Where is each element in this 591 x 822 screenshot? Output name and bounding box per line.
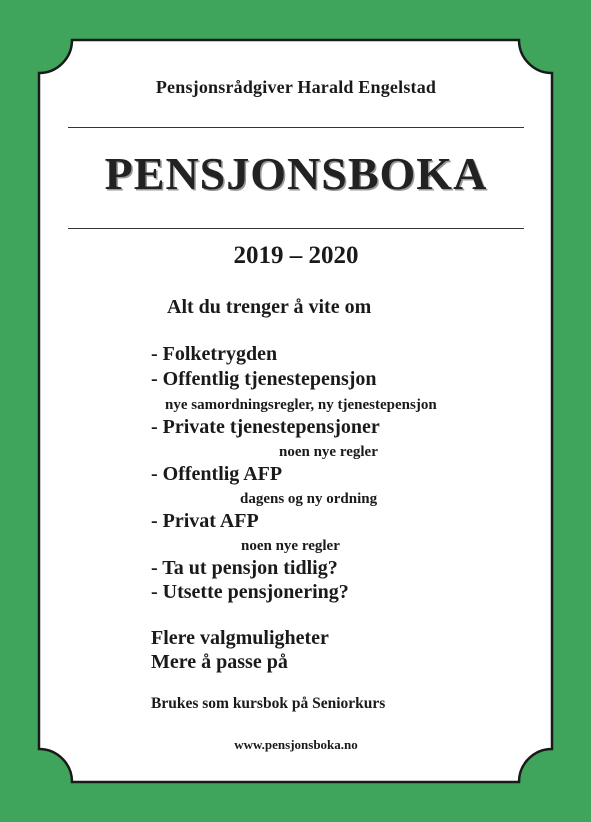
- closing-line: Flere valgmuligheter: [151, 627, 329, 649]
- topic-item: - Folketrygden: [151, 343, 278, 365]
- divider-top: [68, 127, 524, 128]
- intro-text: Alt du trenger å vite om: [167, 296, 372, 318]
- topic-item: - Private tjenestepensjoner: [151, 416, 380, 438]
- topic-subnote: dagens og ny ordning: [240, 491, 378, 507]
- edition-years: 2019 – 2020: [233, 242, 359, 269]
- topic-item: - Ta ut pensjon tidlig?: [151, 557, 338, 579]
- topic-item: - Privat AFP: [151, 510, 259, 532]
- website-url: www.pensjonsboka.no: [234, 737, 358, 752]
- book-cover: [40, 40, 552, 782]
- topic-item: - Offentlig tjenestepensjon: [151, 368, 377, 390]
- divider-bottom: [68, 228, 524, 229]
- topic-item: - Utsette pensjonering?: [151, 581, 349, 603]
- topic-item: - Offentlig AFP: [151, 463, 283, 485]
- book-title: PENSJONSBOKA: [104, 148, 488, 199]
- author-name: Pensjonsrådgiver Harald Engelstad: [155, 77, 437, 97]
- course-note: Brukes som kursbok på Seniorkurs: [151, 695, 386, 712]
- topic-subnote: nye samordningsregler, ny tjenestepensjon: [165, 397, 437, 413]
- topic-subnote: noen nye regler: [241, 538, 340, 554]
- closing-line: Mere å passe på: [151, 651, 288, 673]
- topic-subnote: noen nye regler: [279, 444, 378, 460]
